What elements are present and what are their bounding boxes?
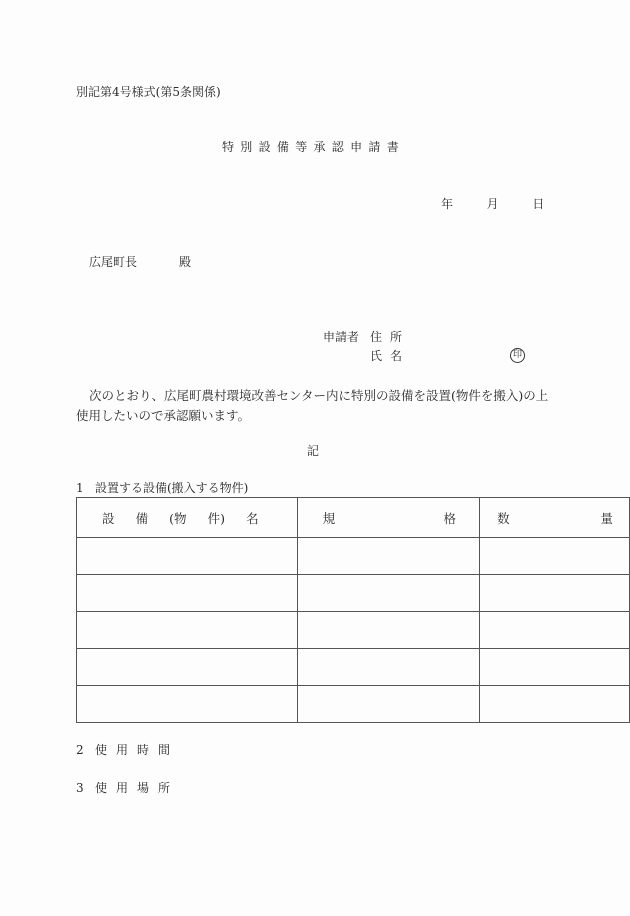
section-1-title: 設置する設備(搬入する物件) — [95, 481, 249, 495]
applicant-label: 申請者 — [323, 330, 360, 344]
cell-equipment-name[interactable] — [77, 612, 298, 649]
date-month-label: 月 — [486, 197, 499, 211]
table-row — [77, 686, 630, 723]
section-1-number: 1 — [76, 481, 84, 495]
cell-quantity[interactable] — [480, 649, 630, 686]
cell-quantity[interactable] — [480, 538, 630, 575]
date-year-label: 年 — [441, 197, 454, 211]
table-header-row — [77, 498, 630, 538]
cell-specification[interactable] — [297, 686, 479, 723]
cell-specification[interactable] — [297, 649, 479, 686]
cell-specification[interactable] — [297, 612, 479, 649]
header-equipment-name — [77, 498, 298, 538]
equipment-table — [76, 497, 630, 723]
cell-specification[interactable] — [297, 538, 479, 575]
header-part: 備 — [135, 510, 149, 526]
table-row — [77, 538, 630, 575]
ki-heading: 記 — [307, 444, 320, 458]
request-body-text: 次のとおり、広尾町農村環境改善センター内に特別の設備を設置(物件を搬入)の上使用したいので承認願います。 — [76, 388, 549, 423]
section-3-number: 3 — [76, 781, 84, 795]
header-part: 設 — [102, 510, 115, 526]
section-2-number: 2 — [76, 743, 84, 757]
header-quantity — [480, 498, 630, 538]
cell-equipment-name[interactable] — [77, 686, 298, 723]
header-specification — [297, 498, 479, 538]
form-number-label: 別記第4号様式(第5条関係) — [76, 85, 221, 99]
header-part: 量 — [600, 510, 613, 526]
table-row — [77, 612, 630, 649]
addressee-honorific: 殿 — [179, 255, 192, 269]
header-part: (物 — [169, 510, 187, 526]
section-2-title: 使用時間 — [95, 743, 180, 757]
section-3-heading — [76, 781, 179, 795]
seal-mark-icon: 印 — [510, 348, 525, 363]
cell-quantity[interactable] — [480, 575, 630, 612]
header-part: 格 — [443, 510, 457, 526]
table-row — [77, 575, 630, 612]
header-part: 規 — [322, 510, 336, 526]
addressee-name: 広尾町長 — [89, 255, 138, 269]
date-line — [441, 197, 544, 211]
cell-equipment-name[interactable] — [77, 538, 298, 575]
document-title: 特別設備等承認申請書 — [222, 140, 406, 154]
applicant-name-label: 氏名 — [370, 349, 411, 363]
cell-equipment-name[interactable] — [77, 575, 298, 612]
header-part: 名 — [246, 510, 259, 526]
header-part: 件) — [207, 510, 225, 526]
addressee — [89, 255, 191, 269]
cell-specification[interactable] — [297, 575, 479, 612]
section-1-heading — [76, 481, 248, 495]
applicant-address-label: 住所 — [370, 330, 411, 344]
cell-quantity[interactable] — [480, 686, 630, 723]
section-2-heading — [76, 743, 179, 757]
date-day-label: 日 — [532, 197, 545, 211]
cell-equipment-name[interactable] — [77, 649, 298, 686]
table-row — [77, 649, 630, 686]
cell-quantity[interactable] — [480, 612, 630, 649]
section-3-title: 使用場所 — [95, 781, 180, 795]
header-part: 数 — [497, 510, 510, 526]
